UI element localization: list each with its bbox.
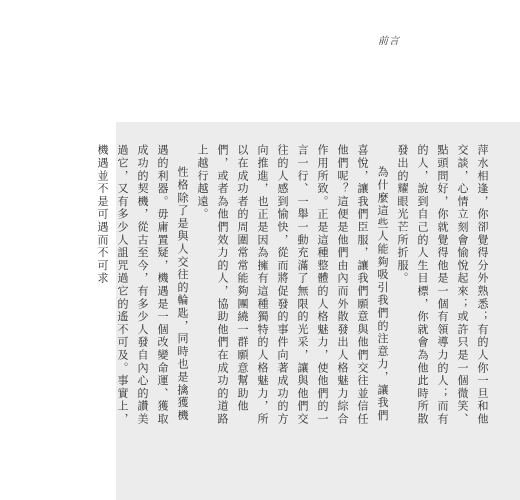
paragraph-2: 為什麼這些人能夠吸引我們的注意力，讓我們喜悅，讓我們臣服，讓我們願意與他們交往並信任他們呢？這便是他們由內而外散發出人格魅力綜合作用所致。正是這種整體的人格魅力，使他們的一言一行、一舉一動充滿了無限的光采，讓與他們交往的人感到愉快，從而將促發的事件向著成功的方向推進，也正是因為擁有這種獨特的人格魅力，所以在成功者的周圍常常能夠團繞一群願意幫助他們，或者為他們效力的人，協助他們在成功的道路上越行越遠。 xyxy=(196,144,389,426)
paragraph-1: 萍水相逢，你卻覺得分外熟悉；有的人你一旦和他交談，心情立刻會愉悅起來；或許只是一個微笑、點頭問好，你就覺得他是一個有領導力的人；而有的人，說到自己的人生目標，你就會為他此時所散發出的耀眼光芒所折服。 xyxy=(396,144,489,426)
vertical-body-text xyxy=(92,144,492,434)
running-header: 前言 xyxy=(378,36,400,47)
paragraph-3: 性格除了是與人交往的輪匙，同時也是擒獲機遇的利器。毋庸置疑，機遇是一個改變命運、獲取成功的契機，從古至今，有多少人發自內心的讚美過它，又有多少人詛咒過它的遙不可及。事實上，機遇並不是可遇而不可求 xyxy=(96,144,189,426)
